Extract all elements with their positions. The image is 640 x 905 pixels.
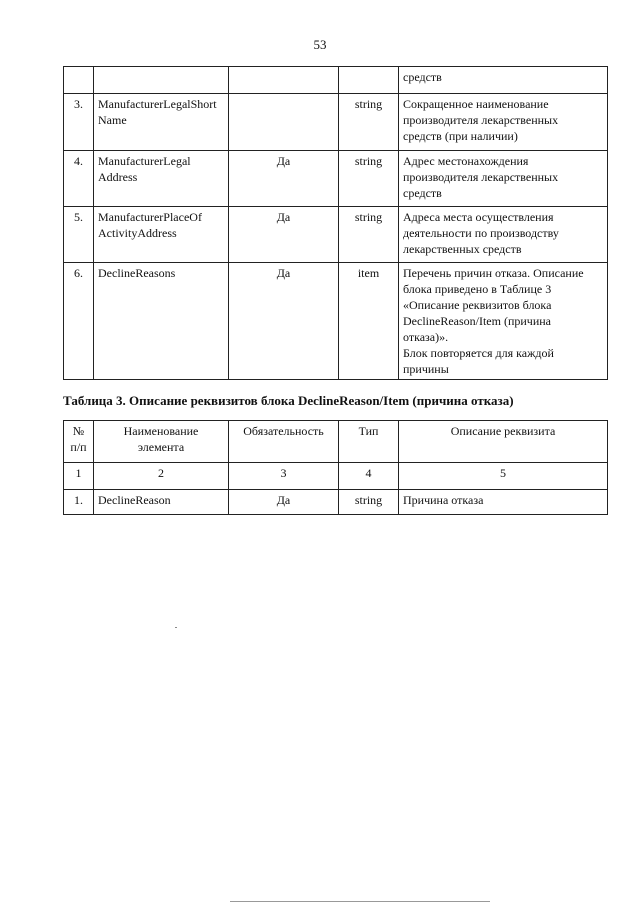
element-type: string <box>339 94 399 151</box>
table-row <box>64 94 608 151</box>
required-flag: Да <box>229 207 339 263</box>
row-number <box>64 67 94 94</box>
element-description: Адреса места осуществления деятельности по производству лекарственных средств <box>399 207 608 263</box>
table-row <box>64 207 608 263</box>
element-description: Перечень причин отказа. Описание блока приведено в Таблице 3 «Описание реквизитов блока DeclineReason/Item (причина отказа)». Блок повторяется для каждой причины <box>399 263 608 380</box>
element-type: string <box>339 490 399 515</box>
table-row <box>64 490 608 515</box>
decline-reason-table <box>63 420 608 515</box>
required-flag <box>229 67 339 94</box>
scan-speck <box>175 627 177 628</box>
row-number: 6. <box>64 263 94 380</box>
table-row <box>64 263 608 380</box>
scan-edge-line <box>230 901 490 902</box>
column-index: 1 <box>64 463 94 490</box>
element-type: string <box>339 151 399 207</box>
continuation-table <box>63 66 608 380</box>
element-name: ManufacturerLegal Address <box>94 151 229 207</box>
element-name: DeclineReason <box>94 490 229 515</box>
page-number: 53 <box>313 37 327 52</box>
required-flag: Да <box>229 490 339 515</box>
column-header-name: Наименование элемента <box>94 421 229 463</box>
column-index: 2 <box>94 463 229 490</box>
required-flag: Да <box>229 263 339 380</box>
row-number: 3. <box>64 94 94 151</box>
column-index: 5 <box>399 463 608 490</box>
table-row <box>64 151 608 207</box>
column-header-type: Тип <box>339 421 399 463</box>
element-type <box>339 67 399 94</box>
table-caption: Таблица 3. Описание реквизитов блока DeclineReason/Item (причина отказа) <box>63 393 514 408</box>
column-header-description: Описание реквизита <box>399 421 608 463</box>
element-type: string <box>339 207 399 263</box>
element-description: средств <box>399 67 608 94</box>
row-number: 4. <box>64 151 94 207</box>
element-name: ManufacturerLegalShort Name <box>94 94 229 151</box>
element-name: ManufacturerPlaceOf ActivityAddress <box>94 207 229 263</box>
column-index-row <box>64 463 608 490</box>
row-number: 5. <box>64 207 94 263</box>
column-index: 4 <box>339 463 399 490</box>
table-header-row <box>64 421 608 463</box>
required-flag <box>229 94 339 151</box>
column-index: 3 <box>229 463 339 490</box>
element-name <box>94 67 229 94</box>
table-row <box>64 67 608 94</box>
column-header-number: № п/п <box>64 421 94 463</box>
element-name: DeclineReasons <box>94 263 229 380</box>
column-header-required: Обязательность <box>229 421 339 463</box>
element-description: Сокращенное наименование производителя лекарственных средств (при наличии) <box>399 94 608 151</box>
element-type: item <box>339 263 399 380</box>
required-flag: Да <box>229 151 339 207</box>
element-description: Причина отказа <box>399 490 608 515</box>
element-description: Адрес местонахождения производителя лекарственных средств <box>399 151 608 207</box>
row-number: 1. <box>64 490 94 515</box>
